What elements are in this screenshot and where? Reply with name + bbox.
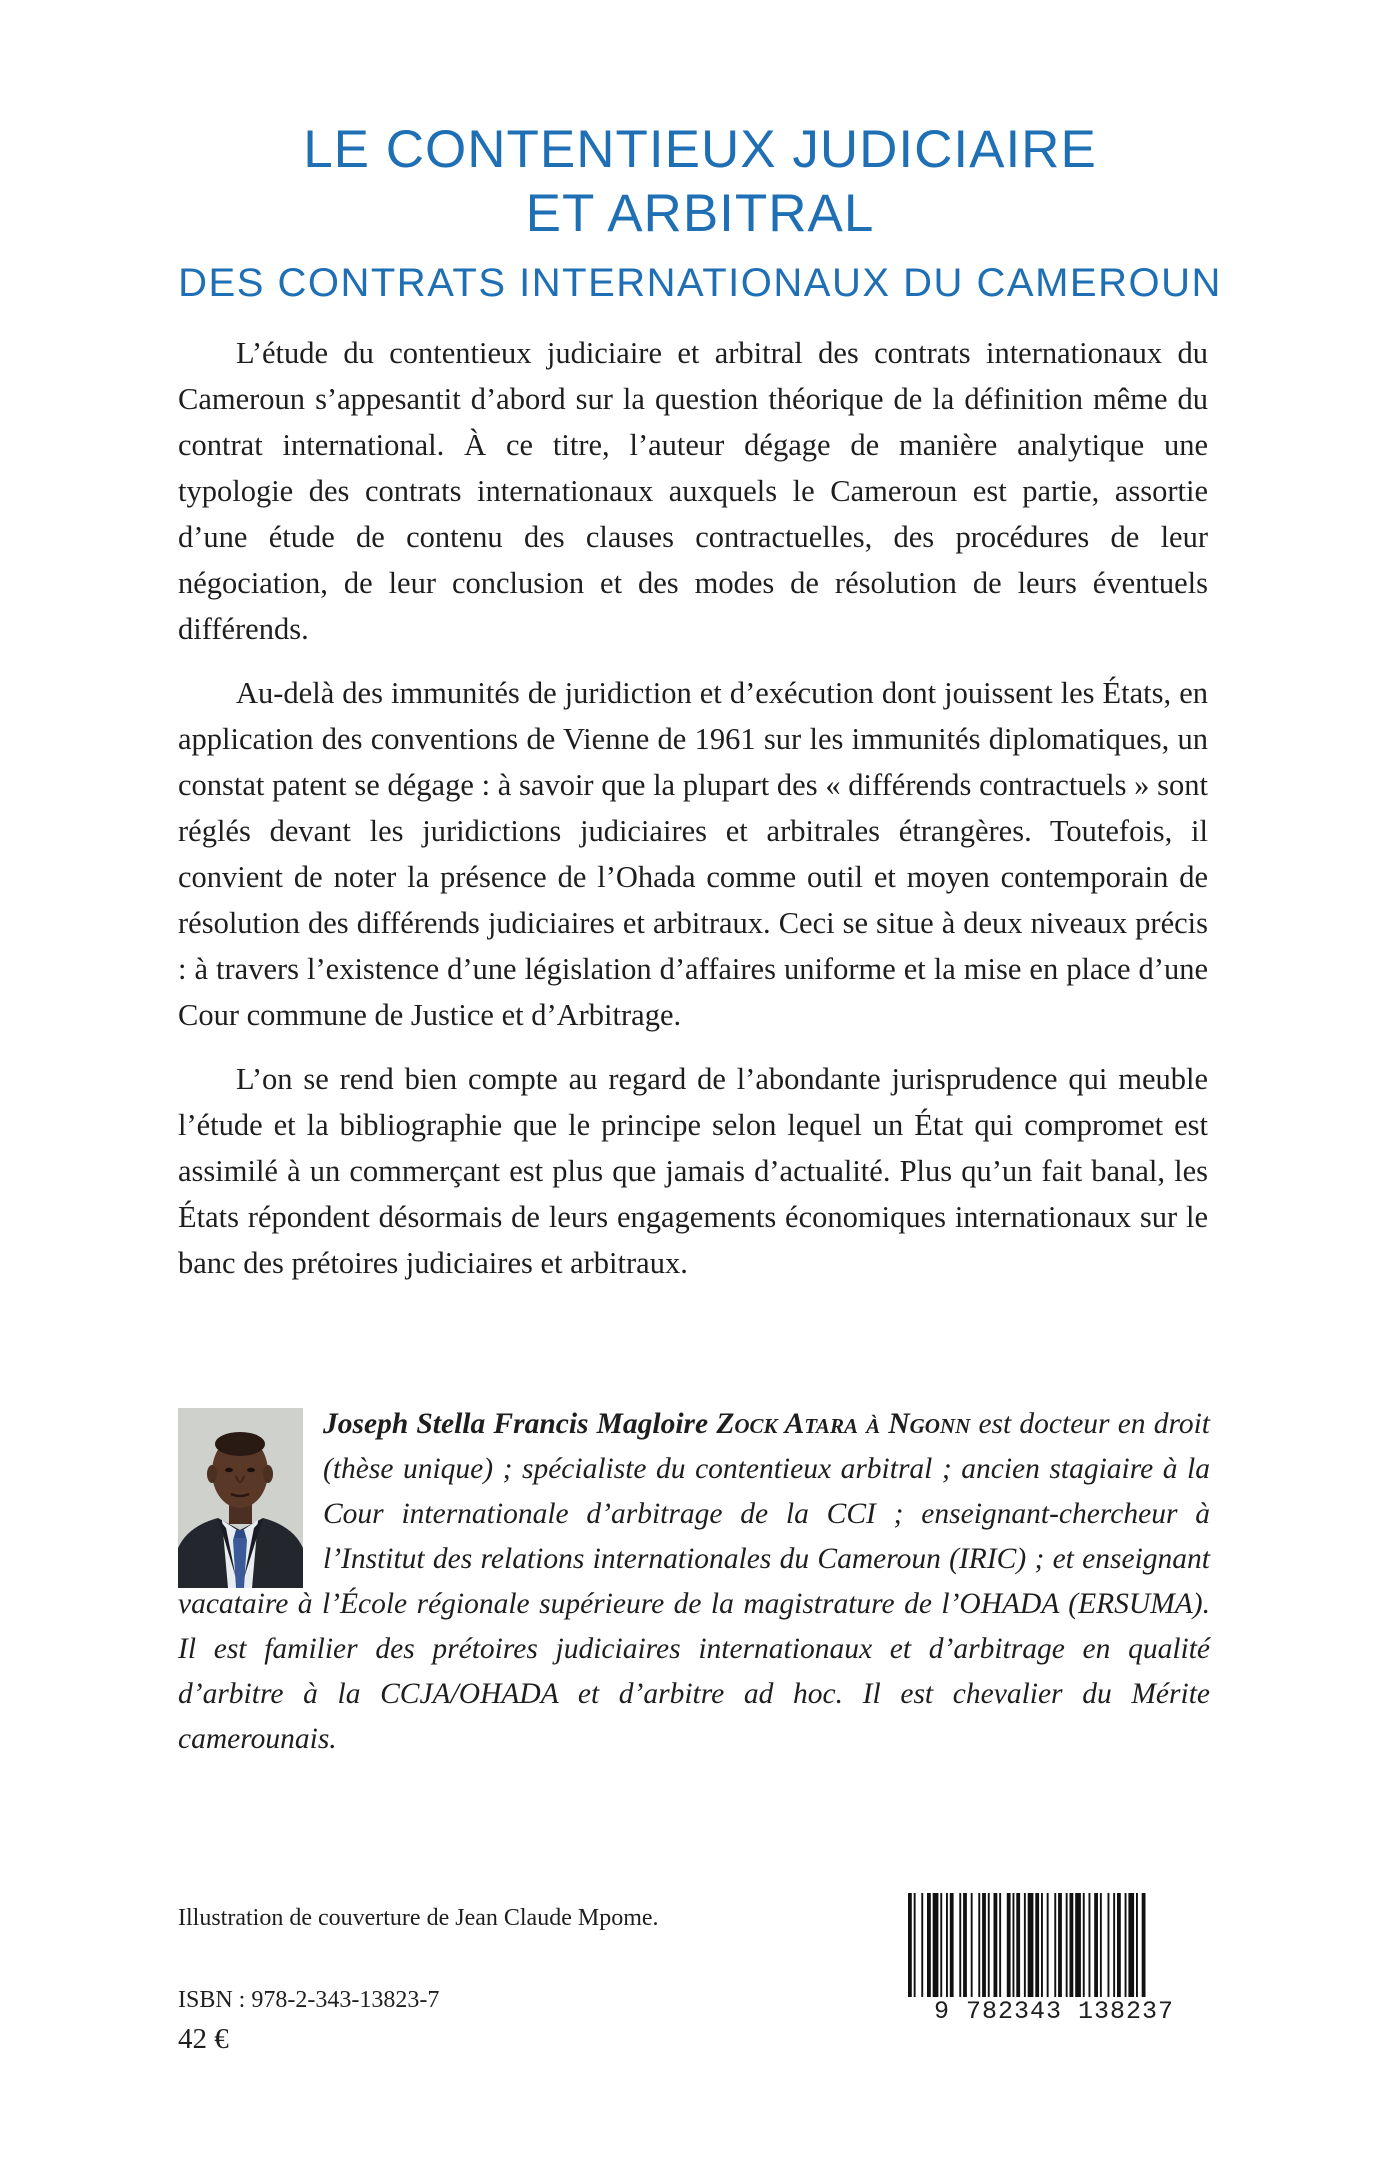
photo-spacer (178, 1402, 323, 1580)
subtitle: DES CONTRATS INTERNATIONAUX DU CAMEROUN (178, 261, 1222, 305)
summary-paragraph-1: L’étude du contentieux judiciaire et arbitral des contrats internationaux du Cameroun s’appesantit d’abord sur la question théorique de la définition même du contrat international. À ce titre, l’auteur dégage de manière analytique une typologie des contrats internationaux auxquels le Cameroun est partie, assortie d’une étude de contenu des clauses contractuelles, des procédures de leur négociation, de leur conclusion et des modes de résolution de leurs éventuels différends. (178, 336, 1208, 646)
summary-text (178, 330, 1208, 1304)
author-surname: Zock Atara à Ngonn (716, 1408, 971, 1440)
isbn: ISBN : 978-2-343-13823-7 (178, 1987, 440, 2013)
cover-illustration-credit: Illustration de couverture de Jean Claude Mpome. (178, 1905, 659, 1931)
author-bio-text: est docteur en droit (thèse unique) ; spécialiste du contentieux arbitral ; ancien stagiaire à la Cour internationale d’arbitrage de la CCI ; enseignant-chercheur à l’Institut des relations internationales du Cameroun (IRIC) ; et enseignant vacataire à l’École régionale supérieure de la magistrature de l’OHADA (ERSUMA). Il est familier des prétoires judiciaires internationaux et d’arbitrage en qualité d’arbitre à la CCJA/OHADA et d’arbitre ad hoc. Il est chevalier du Mérite camerounais. (178, 1408, 1210, 1755)
title-line-1: LE CONTENTIEUX JUDICIAIRE (303, 120, 1097, 179)
price: 42 € (178, 2023, 229, 2055)
author-biography (178, 1402, 1210, 1762)
author-given-names: Joseph Stella Francis Magloire (323, 1408, 709, 1440)
summary-paragraph-3: L’on se rend bien compte au regard de l’abondante jurisprudence qui meuble l’étude et la bibliographie que le principe selon lequel un État qui compromet est assimilé à un commerçant est plus que jamais d’actualité. Plus qu’un fait banal, les États répondent désormais de leurs engagements économiques internationaux sur le banc des prétoires judiciaires et arbitraux. (178, 1062, 1208, 1280)
barcode-digits: 9 782343 138237 (884, 1997, 1224, 2027)
summary-paragraph-2: Au-delà des immunités de juridiction et d’exécution dont jouissent les États, en application des conventions de Vienne de 1961 sur les immunités diplomatiques, un constat patent se dégage : à savoir que la plupart des « différends contractuels » sont réglés devant les juridictions judiciaires et arbitrales étrangères. Toutefois, il convient de noter la présence de l’Ohada comme outil et moyen contemporain de résolution des différends judiciaires et arbitraux. Ceci se situe à deux niveaux précis : à travers l’existence d’une législation d’affaires uniforme et la mise en place d’une Cour commune de Justice et d’Arbitrage. (178, 676, 1208, 1032)
title-line-2: ET ARBITRAL (525, 184, 875, 243)
